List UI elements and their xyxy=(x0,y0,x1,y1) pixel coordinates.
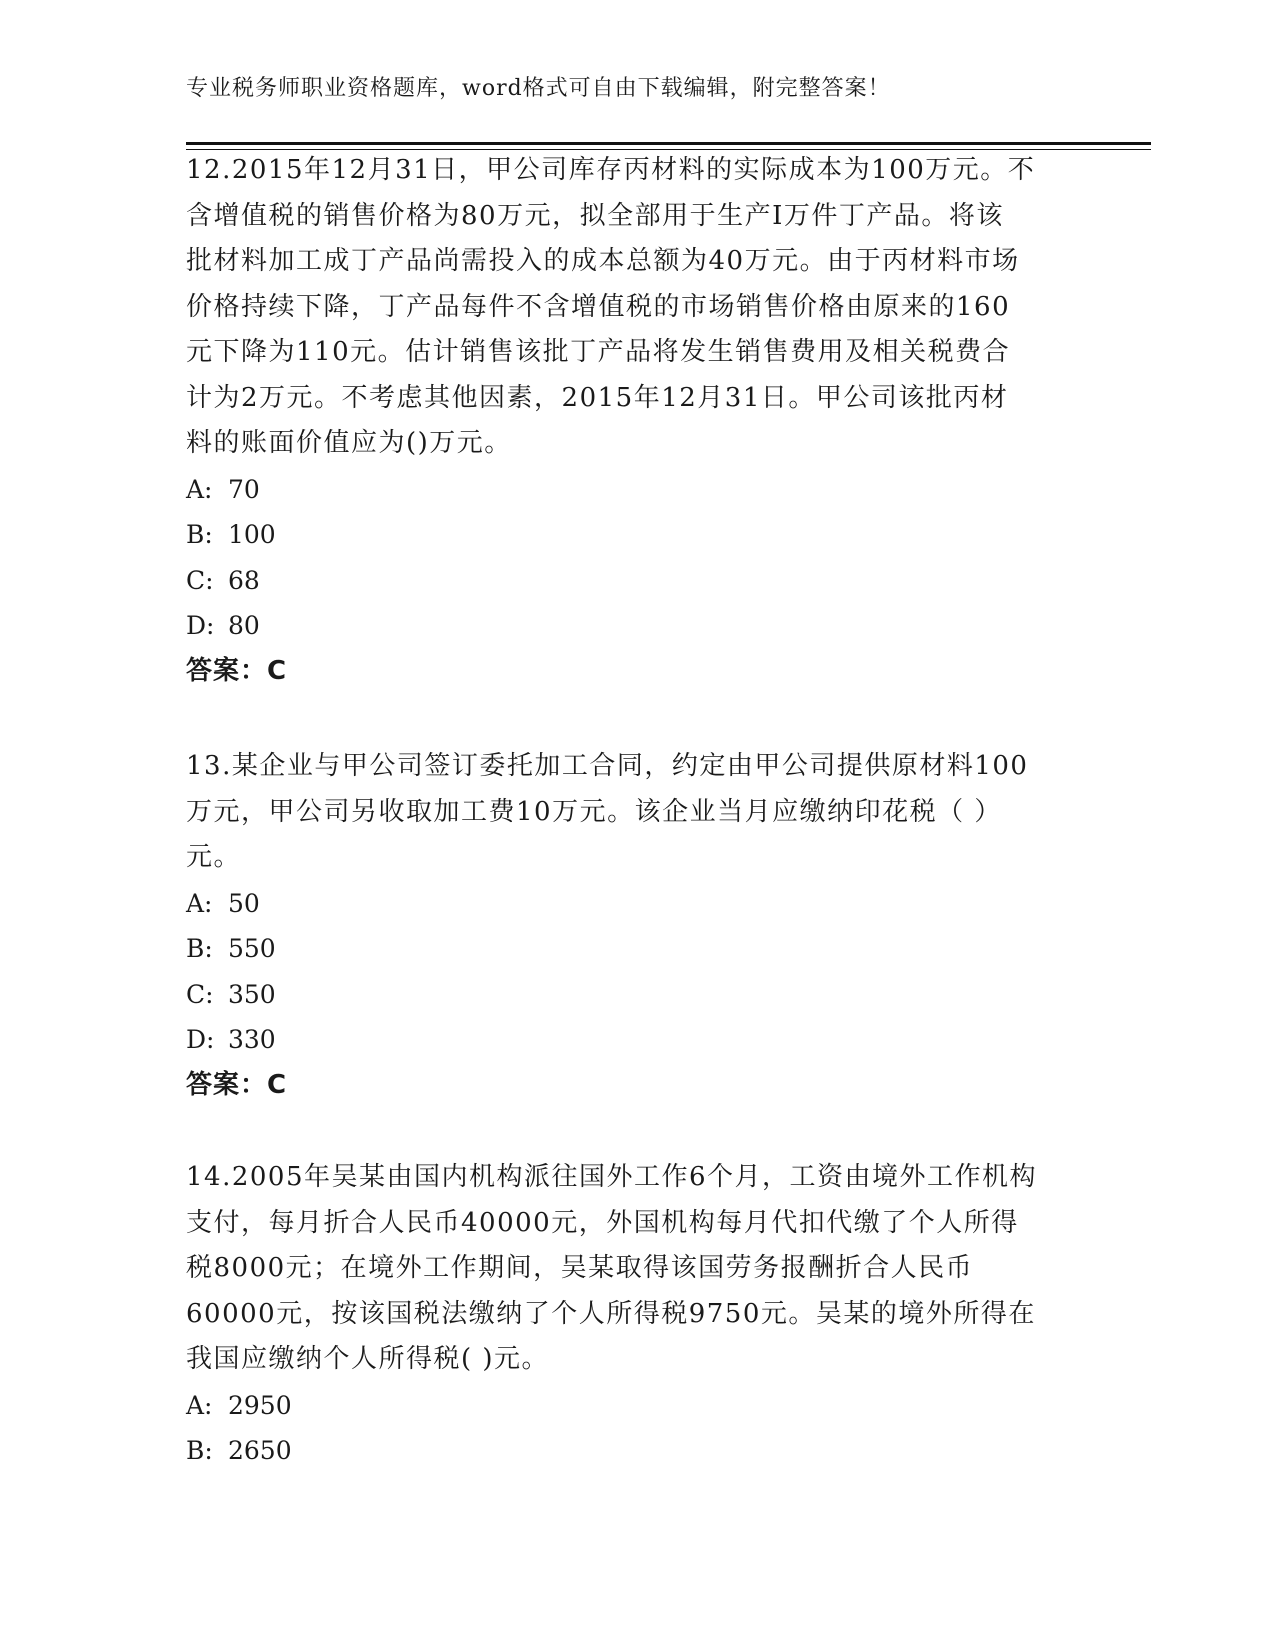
option-value: 68 xyxy=(228,565,260,595)
question-text-line: 万元，甲公司另收取加工费10万元。该企业当月应缴纳印花税（ ） xyxy=(186,796,1002,827)
option-d xyxy=(186,603,1086,649)
option-value: 550 xyxy=(228,934,276,963)
answer-line: 答案：C xyxy=(186,1069,288,1100)
option-c xyxy=(186,558,1086,604)
question-text-line: 我国应缴纳个人所得税( )元。 xyxy=(186,1344,550,1374)
question-text-line: 12.2015年12月31日，甲公司库存丙材料的实际成本为100万元。不 xyxy=(186,155,1036,185)
question-text-line: 批材料加工成丁产品尚需投入的成本总额为40万元。由于丙材料市场 xyxy=(186,246,1020,276)
option-a xyxy=(186,467,1086,513)
option-label: D: xyxy=(186,611,215,640)
option-label: A: xyxy=(186,888,213,918)
question-text-line: 支付，每月折合人民币40000元，外国机构每月代扣代缴了个人所得 xyxy=(186,1207,1019,1238)
option-b xyxy=(186,926,1086,972)
option-label: C: xyxy=(186,979,214,1009)
page-header: 专业税务师职业资格题库，word格式可自由下载编辑，附完整答案！ xyxy=(186,76,891,101)
option-value: 50 xyxy=(228,888,260,918)
question-text-line: 13.某企业与甲公司签订委托加工合同，约定由甲公司提供原材料100 xyxy=(186,751,1029,781)
option-value: 70 xyxy=(228,474,260,504)
option-value: 330 xyxy=(228,1025,276,1054)
option-label: C: xyxy=(186,565,214,595)
question-text-line: 计为2万元。不考虑其他因素，2015年12月31日。甲公司该批丙材 xyxy=(186,382,1009,413)
question-text-line: 含增值税的销售价格为80万元，拟全部用于生产I万件丁产品。将该 xyxy=(186,200,1004,231)
question-text-line: 税8000元；在境外工作期间，吴某取得该国劳务报酬折合人民币 xyxy=(186,1253,974,1283)
question-text-line: 价格持续下降，丁产品每件不含增值税的市场销售价格由原来的160 xyxy=(186,291,1011,322)
answer-line: 答案：C xyxy=(186,655,288,686)
option-value: 2950 xyxy=(228,1390,292,1420)
question-text-line: 14.2005年吴某由国内机构派往国外工作6个月，工资由境外工作机构 xyxy=(186,1162,1038,1192)
question-text-line: 元。 xyxy=(186,842,242,872)
option-label: A: xyxy=(186,1390,213,1420)
question-14 xyxy=(186,1155,1086,1474)
question-13 xyxy=(186,744,1086,1108)
option-a xyxy=(186,881,1086,927)
question-text-line: 料的账面价值应为()万元。 xyxy=(186,428,512,458)
option-value: 350 xyxy=(228,979,276,1009)
option-label: A: xyxy=(186,474,213,504)
question-text-line: 60000元，按该国税法缴纳了个人所得税9750元。吴某的境外所得在 xyxy=(186,1298,1036,1329)
option-d xyxy=(186,1017,1086,1063)
option-value: 2650 xyxy=(228,1436,292,1465)
question-12 xyxy=(186,148,1086,694)
option-label: B: xyxy=(186,1436,213,1465)
option-value: 80 xyxy=(228,611,260,640)
option-b xyxy=(186,1428,1086,1474)
header-rule-thick xyxy=(186,142,1151,145)
option-value: 100 xyxy=(228,520,276,549)
option-c xyxy=(186,972,1086,1018)
option-label: B: xyxy=(186,520,213,549)
option-label: D: xyxy=(186,1025,215,1054)
option-a xyxy=(186,1383,1086,1429)
option-b xyxy=(186,512,1086,558)
question-text-line: 元下降为110元。估计销售该批丁产品将发生销售费用及相关税费合 xyxy=(186,337,1011,367)
option-label: B: xyxy=(186,934,213,963)
